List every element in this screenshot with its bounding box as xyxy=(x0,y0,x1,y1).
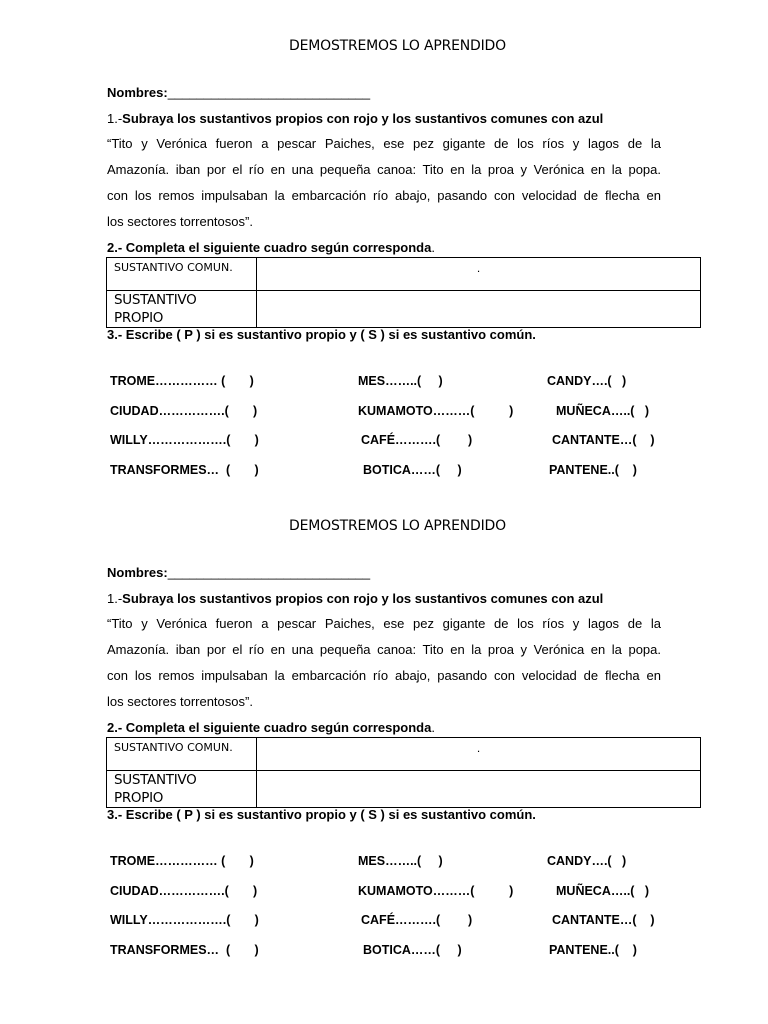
question-2-period: . xyxy=(431,720,435,735)
question-1-number: 1.- xyxy=(107,111,123,126)
proper-noun-label-cell xyxy=(107,771,257,808)
proper-noun-answer-cell[interactable] xyxy=(257,771,701,808)
names-field[interactable] xyxy=(107,85,370,100)
paragraph-line: “Tito y Verónica fueron a pescar Paiches, ese pez gigante de los ríos y lagos de la xyxy=(107,136,661,151)
names-blank-line[interactable]: ____________________________ xyxy=(167,85,371,100)
paragraph-line: con los remos impulsaban la embarcación río abajo, pasando con velocidad de flecha en xyxy=(107,188,661,203)
exercise-item[interactable]: PANTENE..( ) xyxy=(549,463,637,477)
question-3: 3.- Escribe ( P ) si es sustantivo propio y ( S ) si es sustantivo común. xyxy=(107,807,536,822)
exercise-item[interactable]: MUÑECA…..( ) xyxy=(556,404,650,418)
question-3: 3.- Escribe ( P ) si es sustantivo propio y ( S ) si es sustantivo común. xyxy=(107,327,536,342)
table-row xyxy=(107,771,701,808)
proper-noun-answer-cell[interactable] xyxy=(257,291,701,328)
names-label: Nombres: xyxy=(107,85,168,100)
question-2 xyxy=(107,240,435,255)
proper-noun-label-cell xyxy=(107,291,257,328)
exercise-item[interactable]: CAFÉ……….( ) xyxy=(361,433,473,447)
paragraph-line: con los remos impulsaban la embarcación río abajo, pasando con velocidad de flecha en xyxy=(107,668,661,683)
question-1 xyxy=(107,591,603,606)
question-2-text: 2.- Completa el siguiente cuadro según corresponda xyxy=(107,240,432,255)
question-1-text: Subraya los sustantivos propios con rojo y los sustantivos comunes con azul xyxy=(122,591,604,606)
exercise-item[interactable]: MUÑECA…..( ) xyxy=(556,884,650,898)
noun-table xyxy=(106,257,701,328)
page-title: DEMOSTREMOS LO APRENDIDO xyxy=(289,38,506,54)
exercise-item[interactable]: TRANSFORMES… ( ) xyxy=(110,943,259,957)
exercise-item[interactable]: CANTANTE…( ) xyxy=(552,913,655,927)
exercise-item[interactable]: BOTICA……( ) xyxy=(363,943,462,957)
noun-table xyxy=(106,737,701,808)
exercise-item[interactable]: TROME…………… ( ) xyxy=(110,374,254,388)
exercise-item[interactable]: PANTENE..( ) xyxy=(549,943,637,957)
exercise-item[interactable]: CIUDAD…………….( ) xyxy=(110,884,258,898)
exercise-item[interactable]: MES……..( ) xyxy=(358,374,443,388)
exercise-item[interactable]: KUMAMOTO………( ) xyxy=(358,884,514,898)
names-label: Nombres: xyxy=(107,565,168,580)
worksheet-1 xyxy=(0,0,768,480)
exercise-item[interactable]: BOTICA……( ) xyxy=(363,463,462,477)
question-1 xyxy=(107,111,603,126)
worksheet-2 xyxy=(0,480,768,960)
page-title: DEMOSTREMOS LO APRENDIDO xyxy=(289,518,506,534)
exercise-item[interactable]: CANDY….( ) xyxy=(547,854,627,868)
question-2 xyxy=(107,720,435,735)
table-row xyxy=(107,738,701,771)
common-noun-answer[interactable]: . xyxy=(476,741,481,755)
question-2-period: . xyxy=(431,240,435,255)
exercise-item[interactable]: MES……..( ) xyxy=(358,854,443,868)
question-2-text: 2.- Completa el siguiente cuadro según corresponda xyxy=(107,720,432,735)
names-blank-line[interactable]: ____________________________ xyxy=(167,565,371,580)
exercise-item[interactable]: WILLY……………….( ) xyxy=(110,433,259,447)
paragraph-line: los sectores torrentosos”. xyxy=(107,214,253,229)
common-noun-label-cell xyxy=(107,738,257,771)
paragraph-line: “Tito y Verónica fueron a pescar Paiches, ese pez gigante de los ríos y lagos de la xyxy=(107,616,661,631)
question-1-number: 1.- xyxy=(107,591,123,606)
paragraph-line: Amazonía. iban por el río en una pequeña canoa: Tito en la proa y Verónica en la popa. xyxy=(107,162,661,177)
proper-noun-label: SUSTANTIVO PROPIO xyxy=(114,292,197,326)
names-field[interactable] xyxy=(107,565,370,580)
exercise-item[interactable]: WILLY……………….( ) xyxy=(110,913,259,927)
table-row xyxy=(107,258,701,291)
exercise-item[interactable]: CAFÉ……….( ) xyxy=(361,913,473,927)
paragraph-line: los sectores torrentosos”. xyxy=(107,694,253,709)
proper-noun-label: SUSTANTIVO PROPIO xyxy=(114,772,197,806)
common-noun-answer-cell[interactable] xyxy=(257,258,701,291)
question-1-text: Subraya los sustantivos propios con rojo y los sustantivos comunes con azul xyxy=(122,111,604,126)
common-noun-label-cell xyxy=(107,258,257,291)
exercise-item[interactable]: TRANSFORMES… ( ) xyxy=(110,463,259,477)
exercise-item[interactable]: CANTANTE…( ) xyxy=(552,433,655,447)
common-noun-label: SUSTANTIVO COMUN. xyxy=(114,261,233,274)
common-noun-answer[interactable]: . xyxy=(476,261,481,275)
exercise-item[interactable]: TROME…………… ( ) xyxy=(110,854,254,868)
exercise-item[interactable]: CIUDAD…………….( ) xyxy=(110,404,258,418)
paragraph-line: Amazonía. iban por el río en una pequeña canoa: Tito en la proa y Verónica en la popa. xyxy=(107,642,661,657)
table-row xyxy=(107,291,701,328)
exercise-item[interactable]: CANDY….( ) xyxy=(547,374,627,388)
common-noun-answer-cell[interactable] xyxy=(257,738,701,771)
common-noun-label: SUSTANTIVO COMUN. xyxy=(114,741,233,754)
exercise-item[interactable]: KUMAMOTO………( ) xyxy=(358,404,514,418)
